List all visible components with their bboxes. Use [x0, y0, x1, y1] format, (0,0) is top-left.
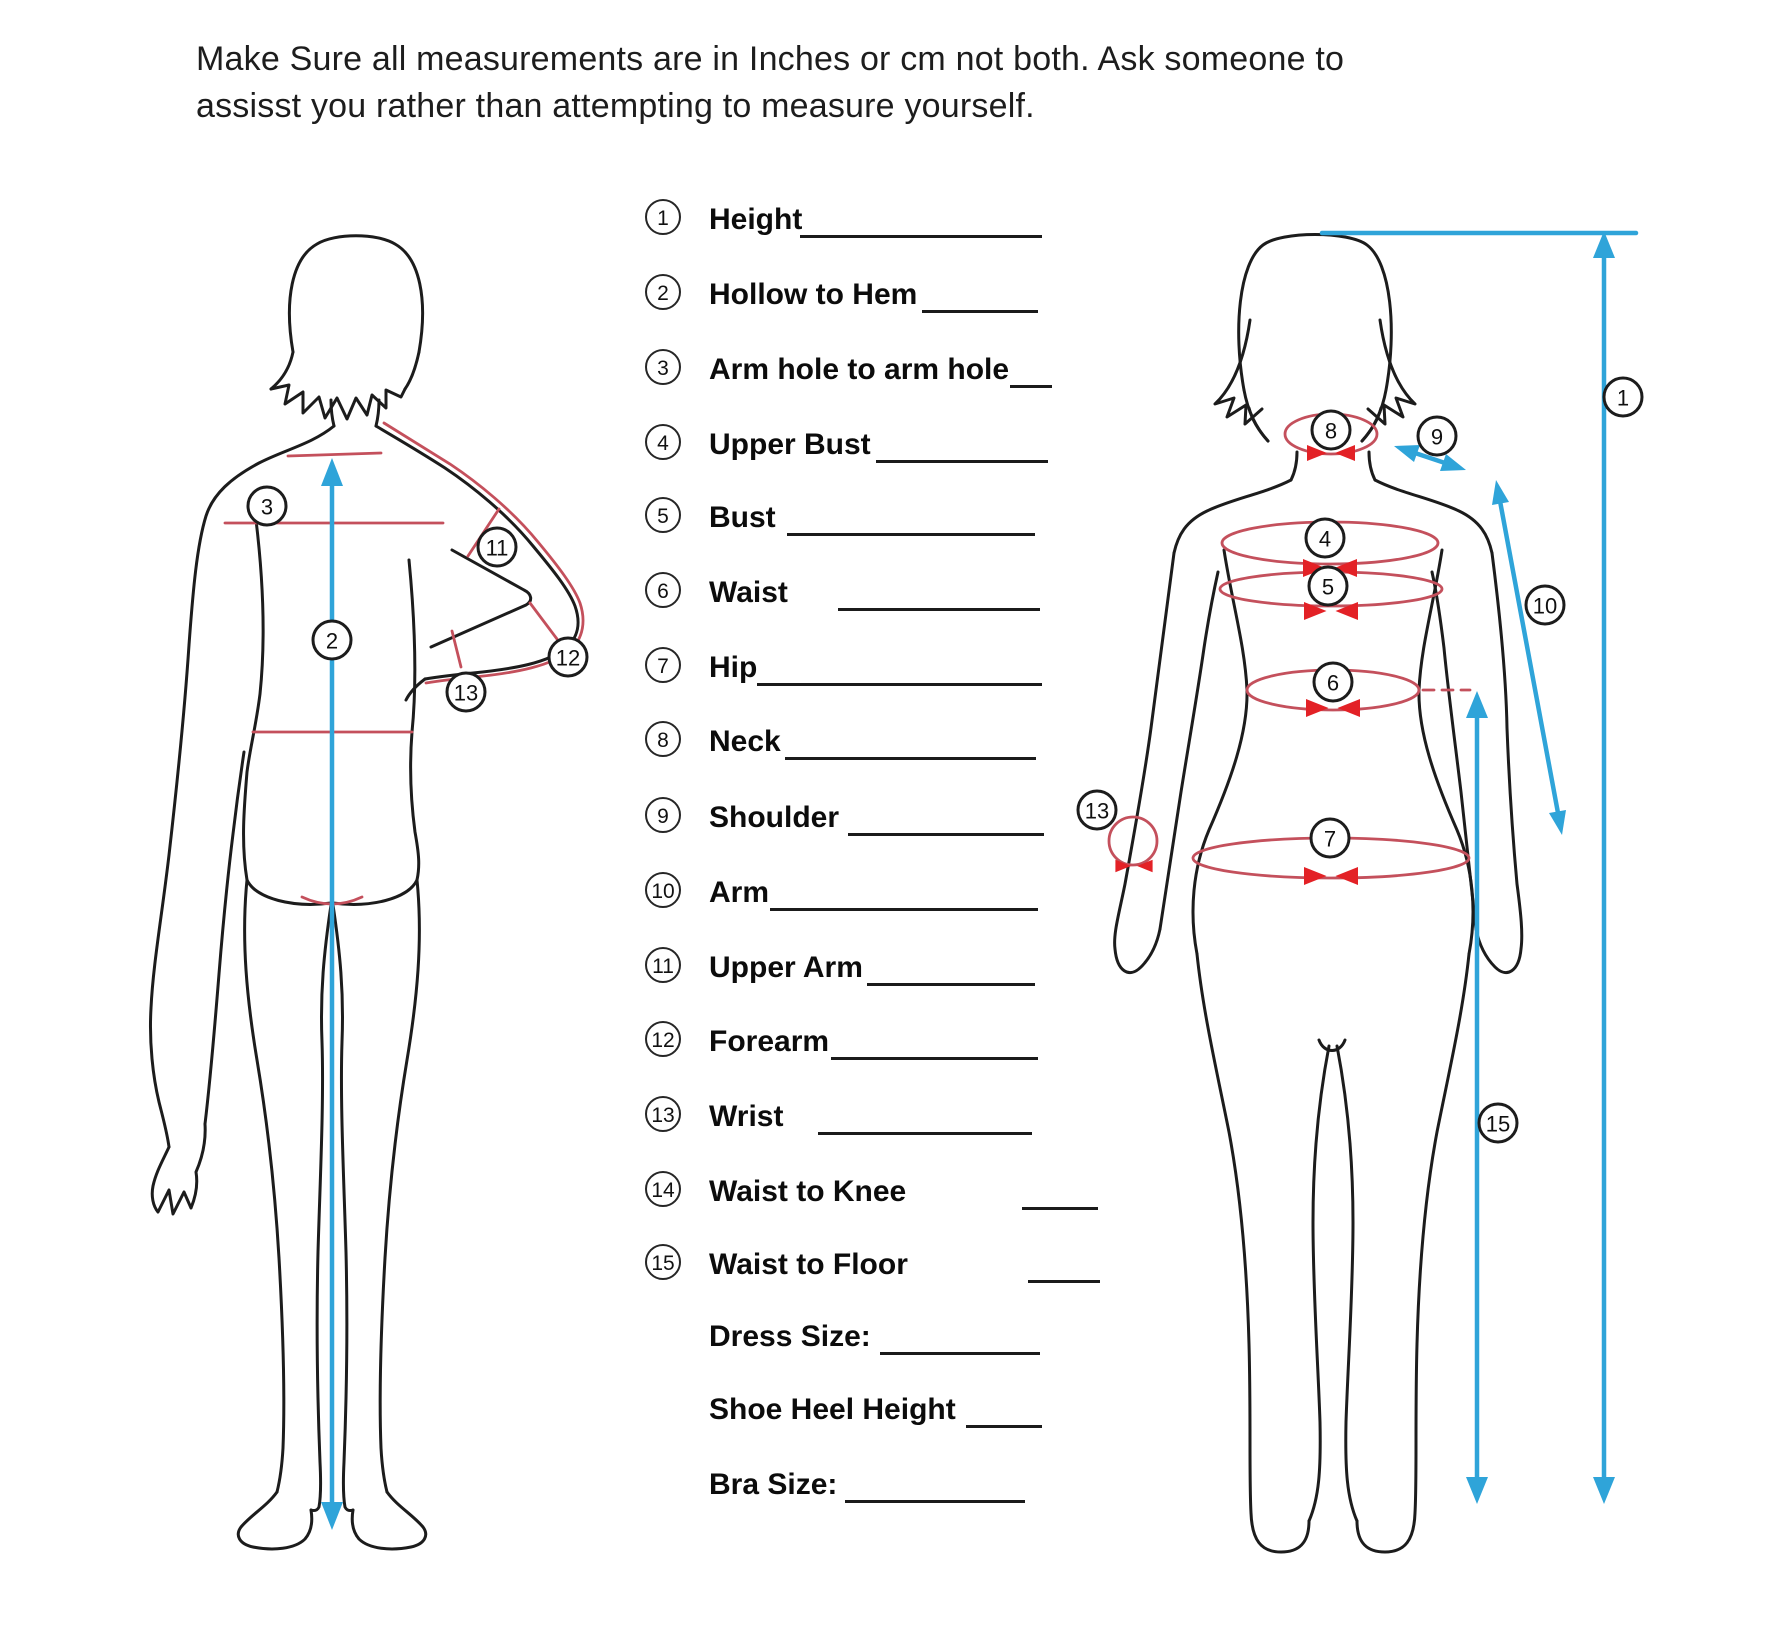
item-number-badge: 4 — [645, 424, 681, 460]
figure-badge-number: 7 — [1323, 826, 1337, 852]
item-label: Wrist — [709, 1100, 784, 1133]
figure-badge-number: 15 — [1485, 1111, 1511, 1137]
instructions-line2: assisst you rather than attempting to measure yourself. — [196, 87, 1035, 125]
figure-badge-number: 5 — [1321, 574, 1335, 600]
blank-line — [818, 1132, 1032, 1135]
blank-line — [785, 757, 1036, 760]
item-label: Upper Arm — [709, 951, 863, 984]
measurement-row — [0, 1243, 1766, 1289]
measurement-row — [0, 796, 1766, 842]
item-number-badge: 9 — [645, 797, 681, 833]
measurement-row — [0, 1170, 1766, 1216]
blank-line — [1028, 1280, 1100, 1283]
item-number-badge: 2 — [645, 274, 681, 310]
figure-badge-number: 4 — [1318, 526, 1332, 552]
measurement-row — [0, 273, 1766, 319]
measurement-row — [0, 348, 1766, 394]
measurement-row — [0, 646, 1766, 692]
figure-badge-number: 10 — [1532, 593, 1558, 619]
blank-line — [1010, 385, 1052, 388]
item-label: Waist — [709, 576, 788, 609]
figure-badge-number: 11 — [485, 535, 509, 561]
blank-line — [787, 533, 1035, 536]
item-number-badge: 8 — [645, 721, 681, 757]
item-number-badge: 7 — [645, 647, 681, 683]
figure-badge-number: 13 — [1084, 798, 1110, 824]
measurement-row — [0, 720, 1766, 766]
item-number-badge: 3 — [645, 349, 681, 385]
blank-line — [848, 833, 1044, 836]
item-number-badge: 6 — [645, 572, 681, 608]
figure-badge-number: 8 — [1324, 418, 1338, 444]
item-label: Upper Bust — [709, 428, 871, 461]
figure-badge-number: 2 — [325, 628, 339, 654]
item-number-badge: 12 — [645, 1021, 681, 1057]
blank-line — [845, 1500, 1025, 1503]
item-label: Shoe Heel Height — [709, 1393, 956, 1426]
figure-badge-number: 6 — [1326, 670, 1340, 696]
measurement-row — [0, 1095, 1766, 1141]
blank-line — [880, 1352, 1040, 1355]
item-number-badge: 10 — [645, 872, 681, 908]
item-label: Waist to Knee — [709, 1175, 907, 1208]
item-label: Height — [709, 203, 803, 236]
item-label: Forearm — [709, 1025, 830, 1058]
measurement-row — [0, 198, 1766, 244]
item-number-badge: 5 — [645, 497, 681, 533]
blank-line — [800, 235, 1042, 238]
measurement-row — [0, 571, 1766, 617]
item-number-badge: 15 — [645, 1244, 681, 1280]
instructions-line1: Make Sure all measurements are in Inches or cm not both. Ask someone to — [196, 40, 1345, 78]
figure-badge-number: 3 — [260, 494, 274, 520]
figure-badge-number: 9 — [1430, 424, 1444, 450]
item-number-badge: 11 — [645, 947, 681, 983]
item-label: Hollow to Hem — [709, 278, 918, 311]
measurement-row — [0, 1463, 1766, 1509]
blank-line — [922, 310, 1038, 313]
item-label: Arm hole to arm hole — [709, 353, 1010, 386]
item-number-badge: 1 — [645, 199, 681, 235]
measurement-row — [0, 1388, 1766, 1434]
item-label: Bra Size: — [709, 1468, 838, 1501]
blank-line — [1022, 1207, 1098, 1210]
measurement-row — [0, 496, 1766, 542]
blank-line — [757, 683, 1042, 686]
measurement-row — [0, 1020, 1766, 1066]
blank-line — [831, 1057, 1038, 1060]
item-label: Shoulder — [709, 801, 840, 834]
item-label: Arm — [709, 876, 770, 909]
measurement-row — [0, 423, 1766, 469]
item-number-badge: 14 — [645, 1171, 681, 1207]
item-label: Waist to Floor — [709, 1248, 908, 1281]
measurement-row — [0, 871, 1766, 917]
blank-line — [966, 1425, 1042, 1428]
blank-line — [770, 908, 1038, 911]
item-label: Dress Size: — [709, 1320, 871, 1353]
measurement-row — [0, 1315, 1766, 1361]
measurement-row — [0, 946, 1766, 992]
figure-badge-number: 1 — [1616, 385, 1630, 411]
item-number-badge: 13 — [645, 1096, 681, 1132]
item-label: Hip — [709, 651, 758, 684]
item-label: Neck — [709, 725, 781, 758]
figure-badge-number: 12 — [555, 645, 581, 671]
figure-badge-number: 13 — [453, 680, 479, 706]
blank-line — [838, 608, 1040, 611]
blank-line — [876, 460, 1048, 463]
blank-line — [867, 983, 1035, 986]
item-label: Bust — [709, 501, 776, 534]
